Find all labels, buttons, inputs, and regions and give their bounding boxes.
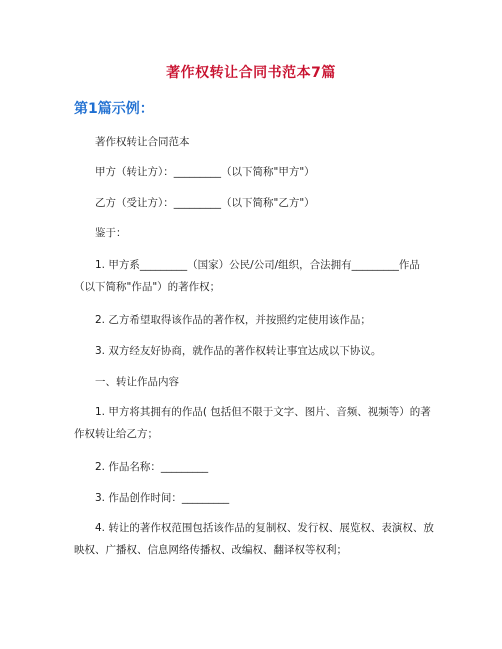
paragraph-contract-name: 著作权转让合同范本 (95, 136, 190, 148)
paragraph-item-4: 4. 转让的著作权范围包括该作品的复制权、发行权、展览权、表演权、放映权、广播权、信息网络传播权、改编权、翻译权等权利； (74, 522, 434, 556)
paragraph-party-b: 乙方（受让方）：_________（以下简称"乙方"） (95, 197, 315, 209)
paragraph-party-a: 甲方（转让方）：_________（以下简称"甲方"） (95, 166, 315, 178)
paragraph-item-1: 1. 甲方将其拥有的作品( 包括但不限于文字、图片、音频、视频等）的著作权转让给乙方； (74, 406, 431, 440)
paragraph-clause-1: 1. 甲方系_________（国家）公民/公司/组织，合法拥有_________作品（以下简称"作品"）的著作权； (74, 259, 420, 293)
section-heading: 第1篇示例： (74, 101, 154, 117)
paragraph-clause-2: 2. 乙方希望取得该作品的著作权，并按照约定使用该作品； (95, 314, 371, 326)
paragraph-item-3: 3. 作品创作时间：_________ (95, 492, 230, 504)
paragraph-item-2: 2. 作品名称：_________ (95, 461, 209, 473)
paragraph-clause-3: 3. 双方经友好协商，就作品的著作权转让事宜达成以下协议。 (95, 345, 382, 357)
paragraph-whereas: 鉴于： (95, 227, 127, 239)
document-title: 著作权转让合同书范本7篇 (166, 65, 336, 81)
paragraph-section-one: 一、转让作品内容 (95, 376, 179, 388)
